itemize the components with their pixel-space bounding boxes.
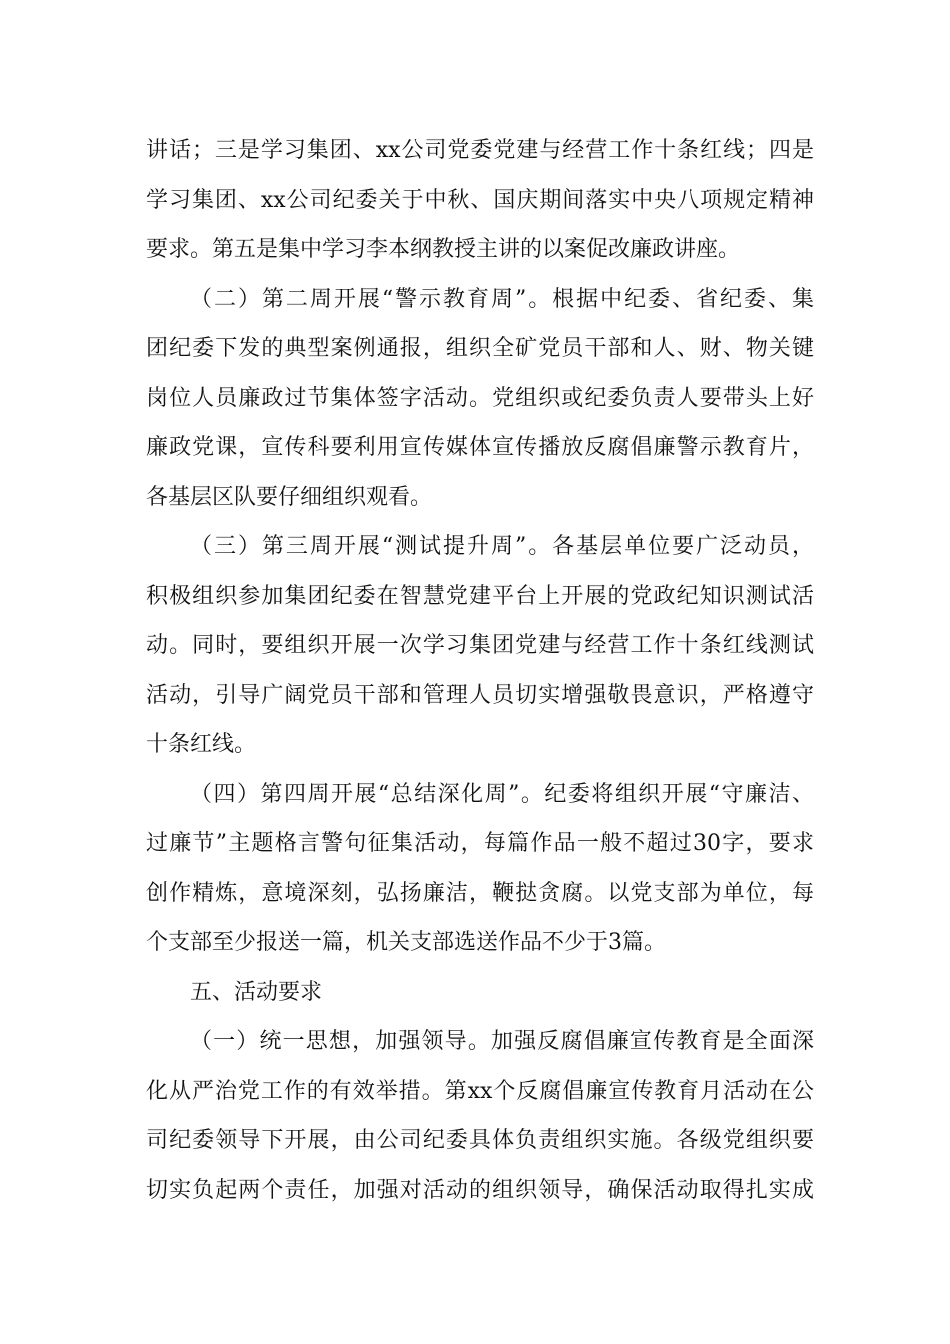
text-line: 团纪委下发的典型案例通报，组织全矿党员干部和人、财、物关键: [146, 336, 814, 361]
document-body: [146, 126, 814, 1215]
text-line: （二）第二周开展“警示教育周”。根据中纪委、省纪委、集: [190, 286, 814, 312]
text-line: 化从严治党工作的有效举措。第xx个反腐倡廉宣传教育月活动在公: [146, 1078, 814, 1104]
paragraph-week-two: [146, 275, 814, 523]
text-line: （一）统一思想，加强领导。加强反腐倡廉宣传教育是全面深: [190, 1029, 814, 1054]
text-line: 司纪委领导下开展，由公司纪委具体负责组织实施。各级党组织要: [146, 1128, 814, 1153]
section-heading-activity-requirements: [146, 968, 814, 1018]
section-heading: 五、活动要求: [190, 979, 323, 1005]
paragraph-continued-speech: [146, 126, 814, 275]
text-line: 廉政党课，宣传科要利用宣传媒体宣传播放反腐倡廉警示教育片，: [146, 435, 814, 460]
text-line: 岗位人员廉政过节集体签字活动。党组织或纪委负责人要带头上好: [146, 385, 814, 411]
text-line: 活动，引导广阔党员干部和管理人员切实增强敬畏意识，严格遵守: [146, 682, 814, 708]
text-line: 动。同时，要组织开展一次学习集团党建与经营工作十条红线测试: [146, 633, 814, 658]
text-line: 各基层区队要仔细组织观看。: [146, 484, 433, 510]
text-line: 过廉节”主题格言警句征集活动，每篇作品一般不超过30字，要求: [146, 831, 814, 856]
paragraph-week-three: [146, 522, 814, 770]
text-line: 积极组织参加集团纪委在智慧党建平台上开展的党政纪知识测试活: [146, 583, 814, 609]
text-line: 切实负起两个责任，加强对活动的组织领导，确保活动取得扎实成: [146, 1177, 814, 1203]
text-line: 十条红线。: [146, 732, 257, 757]
text-line: 创作精炼，意境深刻，弘扬廉洁，鞭挞贪腐。以党支部为单位，每: [146, 880, 814, 906]
text-line: （三）第三周开展“测试提升周”。各基层单位要广泛动员，: [190, 534, 814, 559]
paragraph-week-four: [146, 770, 814, 968]
text-line: 学习集团、xx公司纪委关于中秋、国庆期间落实中央八项规定精神: [146, 187, 814, 213]
paragraph-unify-thinking: [146, 1017, 814, 1215]
text-line: （四）第四周开展“总结深化周”。纪委将组织开展“守廉洁、: [190, 781, 814, 807]
text-line: 个支部至少报送一篇，机关支部选送作品不少于3篇。: [146, 930, 666, 955]
text-line: 要求。第五是集中学习李本纲教授主讲的以案促改廉政讲座。: [146, 237, 741, 262]
text-line: 讲话；三是学习集团、xx公司党委党建与经营工作十条红线；四是: [146, 138, 814, 163]
